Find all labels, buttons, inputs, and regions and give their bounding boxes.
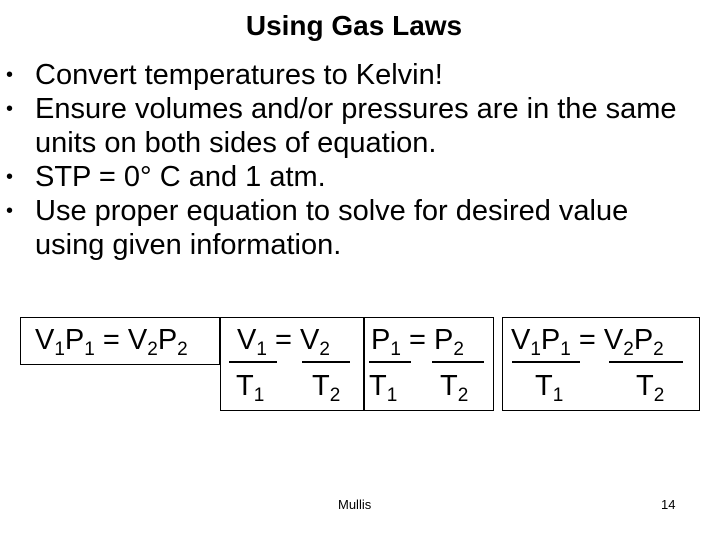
- combined-numerator: $V_1P_1 = V_2P_2$: [511, 324, 664, 360]
- bullet-item: [0, 92, 720, 160]
- boyle-equation: $V_1P_1 = V_2P_2$: [35, 324, 188, 360]
- combined-denominator-left: $T_1$: [535, 370, 564, 406]
- bullet-item: [0, 194, 720, 262]
- bullet-dot-icon: •: [6, 98, 14, 120]
- footer-page-number: 14: [661, 497, 676, 512]
- slide-title: Using Gas Laws: [245, 10, 463, 41]
- charles-fraction-bar-left: [229, 361, 277, 363]
- gay-lussac-denominator-left: $T_1$: [369, 370, 398, 406]
- bullet-item: [0, 58, 720, 92]
- bullet-list: [0, 58, 720, 262]
- charles-numerator: $V_1 = V_2$: [237, 324, 330, 360]
- bullet-text: Use proper equation to solve for desired value using given information.: [35, 195, 629, 261]
- gay-lussac-fraction-bar-right: [432, 361, 484, 363]
- bullet-text: Ensure volumes and/or pressures are in the same units on both sides of equation.: [35, 93, 677, 159]
- bullet-item: [0, 160, 720, 194]
- gay-lussac-denominator-right: $T_2$: [440, 370, 469, 406]
- combined-fraction-bar-right: [609, 361, 683, 363]
- bullet-text: Convert temperatures to Kelvin!: [35, 59, 443, 91]
- charles-denominator-right: $T_2$: [312, 370, 341, 406]
- bullet-dot-icon: •: [6, 200, 14, 222]
- footer-author: Mullis: [338, 497, 372, 512]
- combined-fraction-bar-left: [512, 361, 580, 363]
- charles-fraction-bar-right: [302, 361, 350, 363]
- gay-lussac-numerator: $P_1 = P_2$: [371, 324, 464, 360]
- gay-lussac-fraction-bar-left: [369, 361, 411, 363]
- combined-denominator-right: $T_2$: [636, 370, 665, 406]
- bullet-dot-icon: •: [6, 166, 14, 188]
- bullet-text: STP = 0° C and 1 atm.: [35, 161, 326, 193]
- charles-denominator-left: $T_1$: [236, 370, 265, 406]
- bullet-dot-icon: •: [6, 64, 14, 86]
